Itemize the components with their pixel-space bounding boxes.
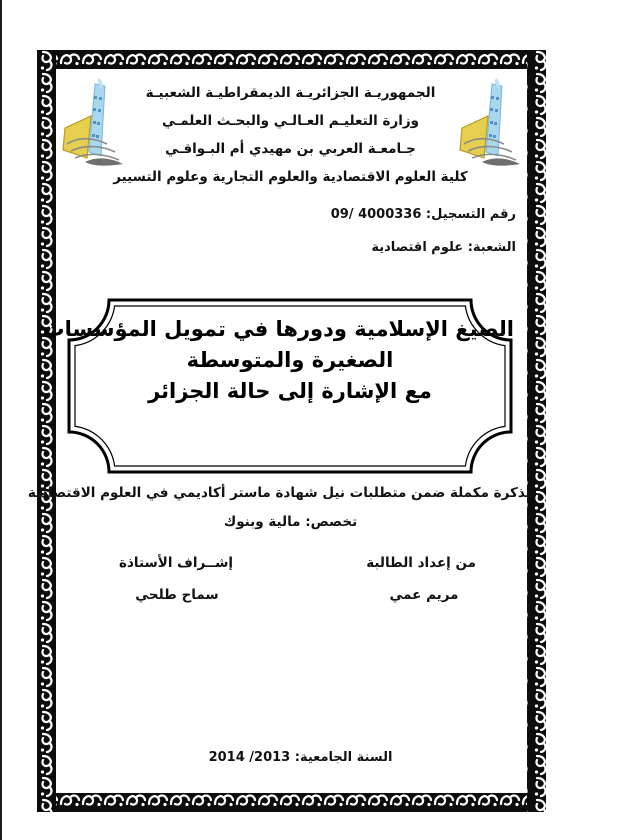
academic-year-block xyxy=(57,746,544,765)
supervisor-name: سماح طلحي xyxy=(135,587,219,603)
registration-number-line: رقم التسجيل: 4000336 /09 xyxy=(330,207,516,222)
registration-block xyxy=(331,198,516,264)
academic-year-line: السنة الجامعية: 2013/ 2014 xyxy=(208,750,393,765)
border-top-band xyxy=(37,50,546,69)
thesis-title-line-3: مع الإشارة إلى حالة الجزائر xyxy=(148,379,432,403)
republic-line: الجمهوريـة الجزائريـة الديمقراطيـة الشعبيـة xyxy=(145,85,436,101)
supervisor-block xyxy=(121,547,233,611)
memo-block xyxy=(27,479,534,537)
university-line: جـامعـة العربي بن مهيدي أم البـواقـي xyxy=(165,141,416,157)
memo-requirement-line: مذكرة مكملة ضمن متطلبات نيل شهادة ماستر أكاديمي في العلوم الاقتصادية xyxy=(27,485,534,501)
border-bottom-band xyxy=(37,793,546,812)
ministry-line: وزارة التعليـم العـالـي والبحـث العلمـي xyxy=(161,113,420,129)
author-block xyxy=(366,547,476,611)
thesis-title-line-2: الصغيرة والمتوسطة xyxy=(186,348,394,372)
thesis-title xyxy=(43,314,514,407)
thesis-title-line-1: الصيغ الإسلامية ودورها في تمويل المؤسسات xyxy=(43,317,514,341)
faculty-line: كلية العلوم الاقتصادية والعلوم التجارية وعلوم التسيير xyxy=(113,169,468,185)
supervisor-heading: إشــراف الأستاذة xyxy=(119,555,233,571)
speciality-line: تخصص: مالية وبنوك xyxy=(223,514,358,530)
branch-line: الشعبة: علوم اقتصادية xyxy=(371,240,516,255)
border-left-band xyxy=(37,50,56,812)
institution-header xyxy=(57,79,524,191)
scan-edge-artifact xyxy=(0,0,2,840)
author-heading: من إعداد الطالبة xyxy=(366,555,476,571)
author-name: مريم عمي xyxy=(389,587,459,603)
